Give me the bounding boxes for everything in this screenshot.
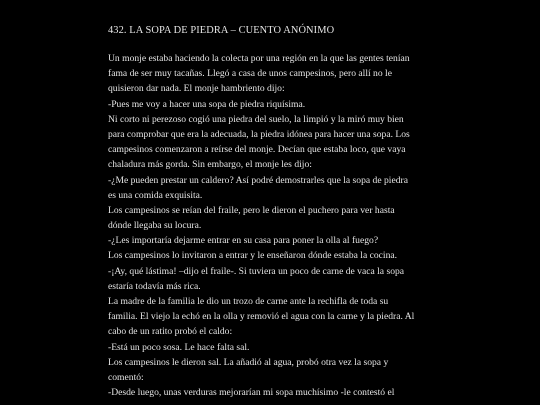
text-line: fama de ser muy tacañas. Llegó a casa de unos campesinos, pero allí no le — [108, 68, 392, 80]
text-line: -¿Me pueden prestar un caldero? Así podré demostrarles que la sopa de piedra — [108, 174, 408, 186]
text-line: cabo de un ratito probó el caldo: — [108, 326, 233, 338]
text-line: estaría todavía más rica. — [108, 280, 201, 292]
text-line: Los campesinos se reían del fraile, pero le dieron el puchero para ver hasta — [108, 204, 395, 216]
text-line: -¿Les importaría dejarme entrar en su casa para poner la olla al fuego? — [108, 235, 379, 247]
text-line: comentó: — [108, 371, 144, 383]
text-line: -Está un poco sosa. Le hace falta sal. — [108, 341, 250, 353]
text-line: es una comida exquisita. — [108, 189, 203, 201]
text-line: Un monje estaba haciendo la colecta por una región en la que las gentes tenían — [108, 53, 410, 64]
text-line: para comprobar que era la adecuada, la piedra idónea para hacer una sopa. Los — [108, 128, 410, 140]
text-line: La madre de la familia le dio un trozo de carne ante la rechifla de toda su — [108, 296, 389, 307]
text-line: Los campesinos le dieron sal. La añadió al agua, probó otra vez la sopa y — [108, 356, 389, 368]
text-line: Los campesinos lo invitaron a entrar y le enseñaron dónde estaba la cocina. — [108, 250, 398, 262]
text-line: -Desde luego, unas verduras mejorarían mi sopa muchísimo -le contestó el — [108, 387, 395, 399]
text-line: -Pues me voy a hacer una sopa de piedra riquísima. — [108, 98, 306, 110]
text-line: Ni corto ni perezoso cogió una piedra del suelo, la limpió y la miró muy bien — [108, 113, 404, 125]
text-line: campesinos comenzaron a reírse del monje. Decían que estaba loco, que vaya — [108, 144, 406, 156]
story-body — [108, 51, 438, 400]
document-page — [108, 24, 438, 400]
text-line: quisieron dar nada. El monje hambriento dijo: — [108, 83, 285, 95]
text-line: -¡Ay, qué lástima! –dijo el fraile-. Si tuviera un poco de carne de vaca la sopa — [108, 265, 405, 277]
text-line: dónde llegaba su locura. — [108, 220, 202, 232]
story-title: 432. LA SOPA DE PIEDRA – CUENTO ANÓNIMO — [108, 25, 335, 36]
text-line: chaladura más gorda. Sin embargo, el monje les dijo: — [108, 159, 312, 171]
text-line: familia. El viejo la echó en la olla y removió el agua con la carne y la piedra. Al — [108, 311, 415, 323]
